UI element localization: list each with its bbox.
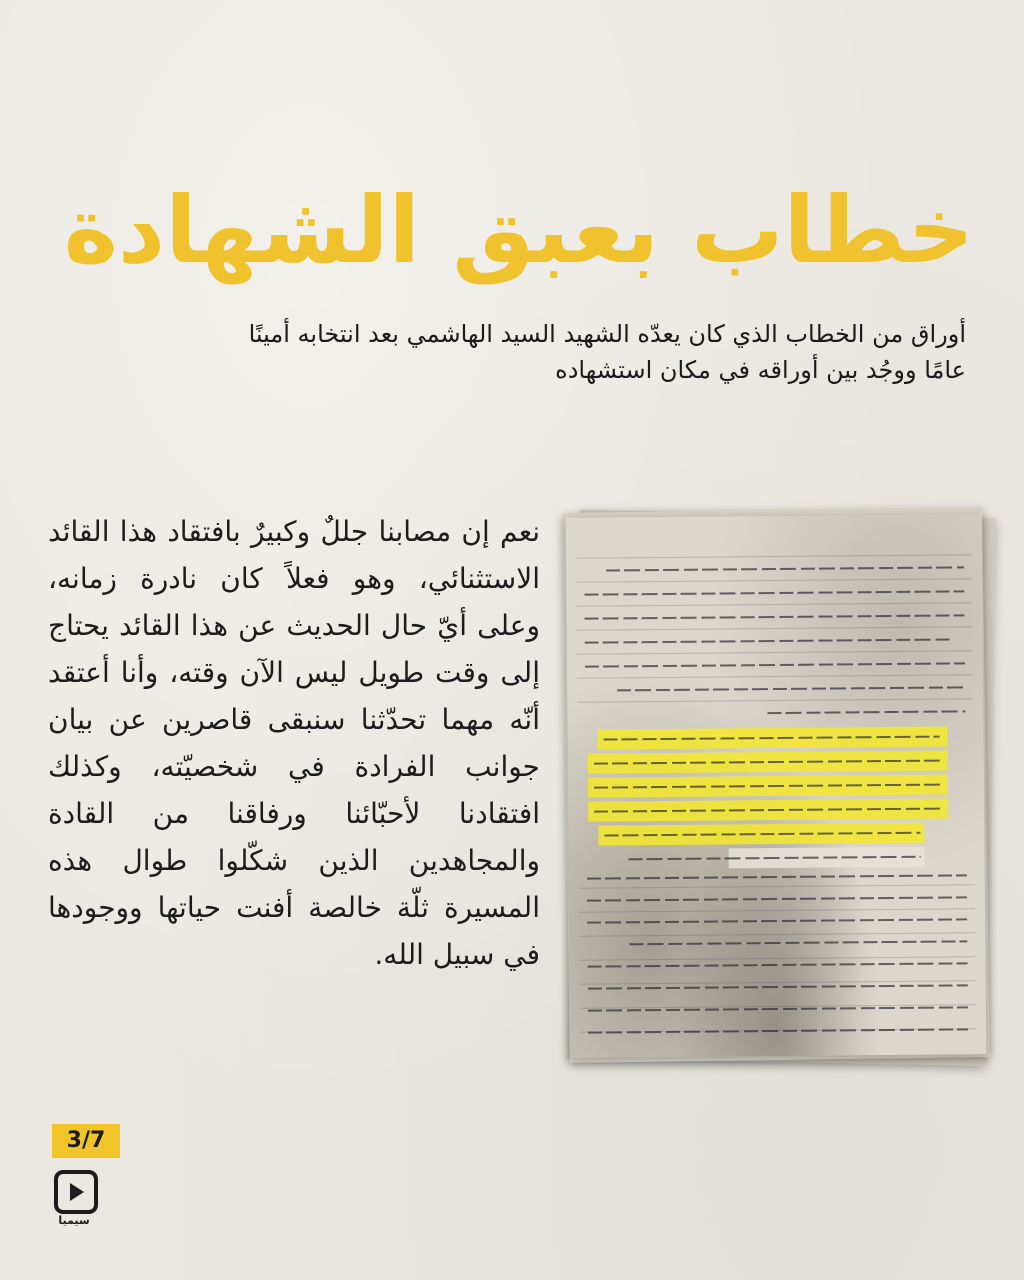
quote-text: نعم إن مصابنا جللٌ وكبيرٌ بافتقاد هذا القائد الاستثنائي، وهو فعلاً كان نادرة زمانه، وعلى أيّ حال الحديث عن هذا القائد يحتاج إلى وقت طويل ليس الآن وقته، وأنا أعتقد أنّه مهما تحدّثنا سنبقى قاصرين عن بيان جوانب الفرادة في شخصيّته، وكذلك افتقادنا لأحبّائنا ورفاقنا من القادة والمجاهدين الذين شكّلوا طوال هذه المسيرة ثلّة خالصة أفنت حياتها ووجودها في سبيل الله. xyxy=(48,515,540,971)
page-title: خطاب بعبق الشهادة xyxy=(63,177,974,284)
manuscript-front-sheet xyxy=(566,514,987,1058)
brand-name: سيميا xyxy=(58,1214,90,1227)
brand-logo xyxy=(52,1170,96,1232)
subtitle: أوراق من الخطاب الذي كان يعدّه الشهيد السيد الهاشمي بعد انتخابه أمينًا عامًا ووجُد بين أوراقه في مكان استشهاده xyxy=(248,320,966,384)
play-bubble-icon xyxy=(54,1170,98,1214)
manuscript-image xyxy=(560,508,1000,1068)
page-indicator: 3/7 xyxy=(52,1124,120,1158)
